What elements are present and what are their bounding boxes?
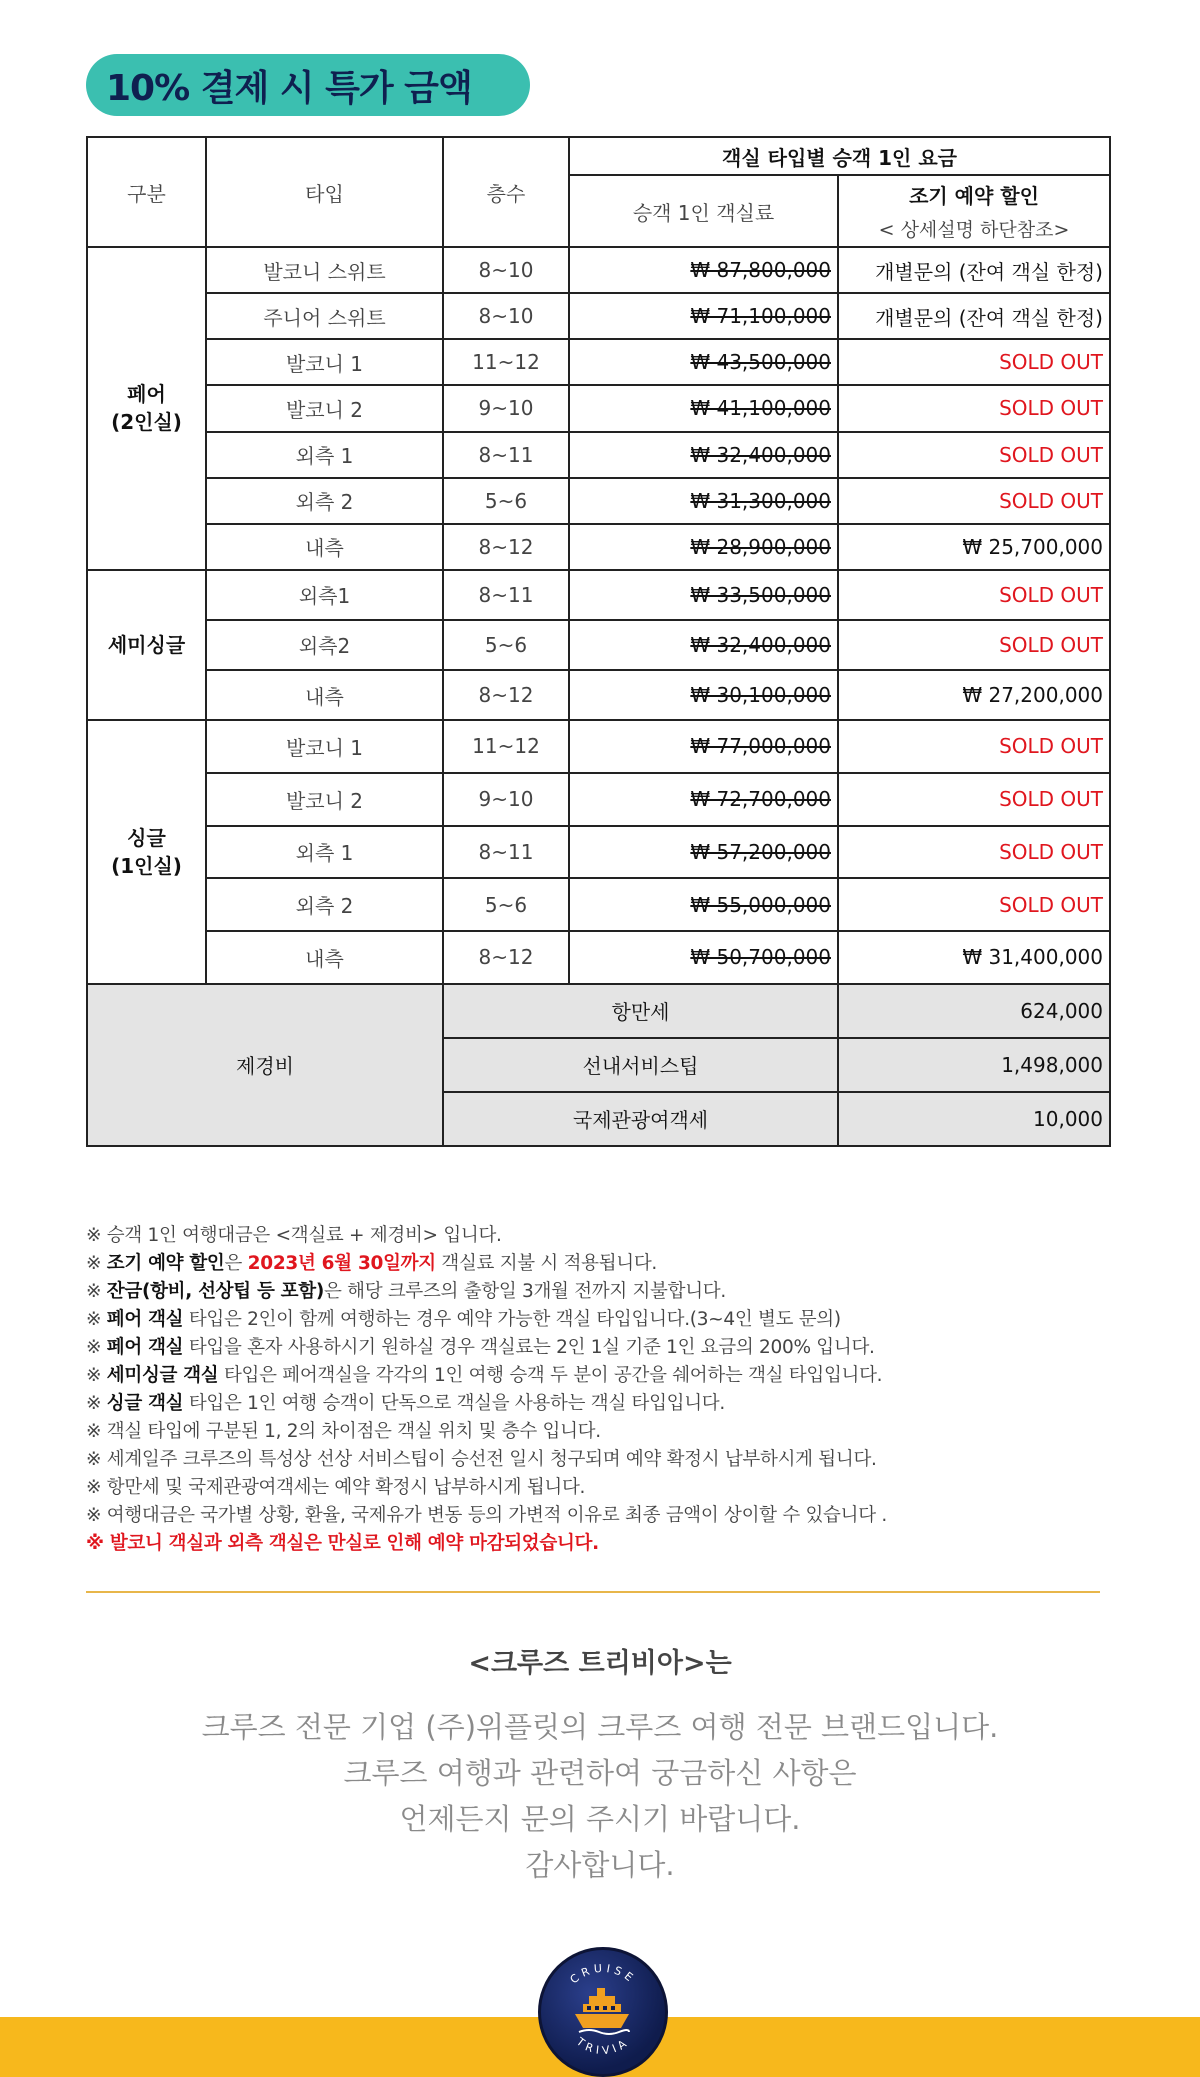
price-cell: ₩ 28,900,000 [569,524,838,570]
fee-value: 10,000 [838,1092,1110,1146]
type-cell: 외측 2 [206,878,443,931]
header-category: 구분 [87,137,206,247]
note-line-closed: ※ 발코니 객실과 외측 객실은 만실로 인해 예약 마감되었습니다. [86,1533,599,1554]
discount-cell: SOLD OUT [838,339,1110,385]
discount-cell: SOLD OUT [838,620,1110,670]
type-cell: 발코니 1 [206,339,443,385]
table-row [87,247,1110,293]
type-cell: 발코니 스위트 [206,247,443,293]
discount-cell: ₩ 31,400,000 [838,931,1110,984]
header-discount-label: 조기 예약 할인 [909,184,1039,208]
type-cell: 내측 [206,524,443,570]
note-line: ※ 객실 타입에 구분된 1, 2의 차이점은 객실 위치 및 층수 입니다. [86,1421,601,1442]
header-fare-group: 객실 타입별 승객 1인 요금 [569,137,1110,175]
floor-cell: 5~6 [443,878,569,931]
header-type: 타입 [206,137,443,247]
table-row [87,385,1110,431]
discount-cell: SOLD OUT [838,478,1110,524]
note-line: ※ 조기 예약 할인은 2023년 6월 30일까지 객실료 지불 시 적용됩니다. [86,1253,658,1274]
discount-cell: ₩ 27,200,000 [838,670,1110,720]
discount-cell: 개별문의 (잔여 객실 한정) [838,293,1110,339]
type-cell: 외측 2 [206,478,443,524]
type-cell: 주니어 스위트 [206,293,443,339]
floor-cell: 8~10 [443,247,569,293]
table-row [87,570,1110,620]
type-cell: 외측1 [206,570,443,620]
discount-cell: ₩ 25,700,000 [838,524,1110,570]
brand-intro-line: 감사합니다. [525,1848,675,1882]
price-cell: ₩ 32,400,000 [569,620,838,670]
cruise-trivia-logo [538,1947,668,2077]
floor-cell: 5~6 [443,620,569,670]
svg-text:TRIVIA: TRIVIA [573,2035,633,2058]
notes [86,1222,1126,1558]
brand-intro-line: 언제든지 문의 주시기 바랍니다. [399,1802,801,1836]
fee-name: 선내서비스팁 [443,1038,838,1092]
fee-name: 항만세 [443,984,838,1038]
price-cell: ₩ 55,000,000 [569,878,838,931]
floor-cell: 8~11 [443,432,569,478]
type-cell: 발코니 2 [206,773,443,826]
table-row [87,620,1110,670]
brand-intro-line: 크루즈 여행과 관련하여 궁금하신 사항은 [343,1756,857,1790]
price-cell: ₩ 32,400,000 [569,432,838,478]
floor-cell: 8~12 [443,524,569,570]
note-line: ※ 세미싱글 객실 타입은 페어객실을 각각의 1인 여행 승객 두 분이 공간을 쉐어하는 객실 타입입니다. [86,1365,883,1386]
price-cell: ₩ 57,200,000 [569,826,838,879]
brand-intro-line: 크루즈 전문 기업 (주)위플릿의 크루즈 여행 전문 브랜드입니다. [201,1710,999,1744]
group-label: 싱글 (1인실) [87,720,206,984]
divider [86,1591,1100,1593]
price-cell: ₩ 43,500,000 [569,339,838,385]
table-row [87,670,1110,720]
brand-intro-heading: <크루즈 트리비아>는 [468,1648,732,1679]
table-row [87,720,1110,773]
fee-value: 1,498,000 [838,1038,1110,1092]
svg-text:CRUISE: CRUISE [567,1961,639,1987]
fees-label: 제경비 [87,984,443,1146]
price-cell: ₩ 31,300,000 [569,478,838,524]
floor-cell: 11~12 [443,720,569,773]
note-line: ※ 싱글 객실 타입은 1인 여행 승객이 단독으로 객실을 사용하는 객실 타입입니다. [86,1393,725,1414]
note-line: ※ 승객 1인 여행대금은 <객실료 + 제경비> 입니다. [86,1225,502,1246]
type-cell: 발코니 2 [206,385,443,431]
page-title: 10% 결제 시 특가 금액 [86,54,530,116]
price-cell: ₩ 41,100,000 [569,385,838,431]
floor-cell: 9~10 [443,773,569,826]
price-table-body [87,247,1110,1146]
group-label: 세미싱글 [87,570,206,720]
discount-cell: SOLD OUT [838,570,1110,620]
floor-cell: 8~12 [443,670,569,720]
header-discount [838,175,1110,247]
floor-cell: 8~12 [443,931,569,984]
discount-cell: 개별문의 (잔여 객실 한정) [838,247,1110,293]
table-row [87,339,1110,385]
note-line: ※ 페어 객실 타입을 혼자 사용하시기 원하실 경우 객실료는 2인 1실 기준 1인 요금의 200% 입니다. [86,1337,875,1358]
price-cell: ₩ 77,000,000 [569,720,838,773]
note-line: ※ 페어 객실 타입은 2인이 함께 여행하는 경우 예약 가능한 객실 타입입니다.(3~4인 별도 문의) [86,1309,841,1330]
header-floor: 층수 [443,137,569,247]
header-base-fare: 승객 1인 객실료 [569,175,838,247]
price-cell: ₩ 50,700,000 [569,931,838,984]
price-cell: ₩ 71,100,000 [569,293,838,339]
note-line: ※ 세계일주 크루즈의 특성상 선상 서비스팁이 승선전 일시 청구되며 예약 확정시 납부하시게 됩니다. [86,1449,877,1470]
type-cell: 내측 [206,931,443,984]
type-cell: 내측 [206,670,443,720]
floor-cell: 8~10 [443,293,569,339]
note-line: ※ 여행대금은 국가별 상황, 환율, 국제유가 변동 등의 가변적 이유로 최종 금액이 상이할 수 있습니다 . [86,1505,887,1526]
table-row [87,478,1110,524]
type-cell: 외측 1 [206,432,443,478]
table-row [87,878,1110,931]
table-row [87,293,1110,339]
type-cell: 외측 1 [206,826,443,879]
header-discount-note: < 상세설명 하단참조> [878,219,1070,241]
note-line: ※ 항만세 및 국제관광여객세는 예약 확정시 납부하시게 됩니다. [86,1477,586,1498]
brand-intro [0,1640,1200,1888]
table-row [87,432,1110,478]
discount-cell: SOLD OUT [838,878,1110,931]
discount-cell: SOLD OUT [838,773,1110,826]
price-table [86,136,1111,1147]
table-row [87,931,1110,984]
price-cell: ₩ 33,500,000 [569,570,838,620]
price-cell: ₩ 72,700,000 [569,773,838,826]
table-row [87,773,1110,826]
discount-cell: SOLD OUT [838,385,1110,431]
ship-icon [541,1950,665,2074]
fee-row [87,984,1110,1038]
table-row [87,826,1110,879]
discount-cell: SOLD OUT [838,720,1110,773]
floor-cell: 9~10 [443,385,569,431]
type-cell: 발코니 1 [206,720,443,773]
discount-cell: SOLD OUT [838,432,1110,478]
group-label: 페어 (2인실) [87,247,206,570]
discount-cell: SOLD OUT [838,826,1110,879]
fee-value: 624,000 [838,984,1110,1038]
fee-name: 국제관광여객세 [443,1092,838,1146]
floor-cell: 8~11 [443,826,569,879]
floor-cell: 11~12 [443,339,569,385]
table-row [87,524,1110,570]
type-cell: 외측2 [206,620,443,670]
floor-cell: 8~11 [443,570,569,620]
note-line: ※ 잔금(항비, 선상팁 등 포함)은 해당 크루즈의 출항일 3개월 전까지 지불합니다. [86,1281,726,1302]
price-cell: ₩ 30,100,000 [569,670,838,720]
price-cell: ₩ 87,800,000 [569,247,838,293]
floor-cell: 5~6 [443,478,569,524]
